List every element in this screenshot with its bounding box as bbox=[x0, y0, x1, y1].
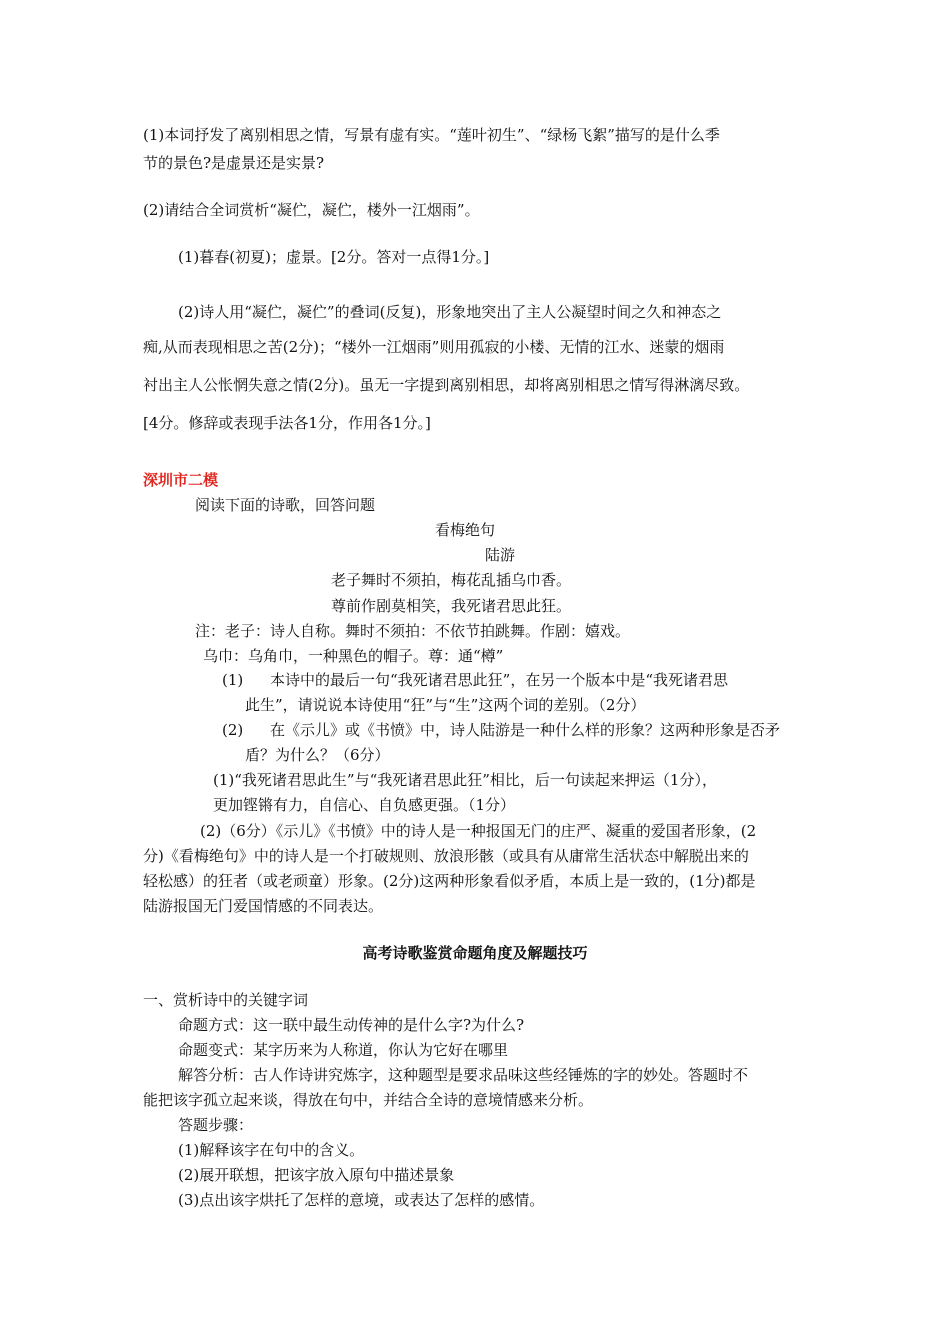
note-line-2: 乌巾：乌角巾，一种黑色的帽子。尊：通“樽” bbox=[203, 647, 504, 665]
answer-1: (1)暮春(初夏)；虚景。[2分。答对一点得1分。] bbox=[178, 248, 490, 266]
note-line-1: 注：老子：诗人自称。舞时不须拍：不依节拍跳舞。作剧：嬉戏。 bbox=[195, 622, 631, 640]
answer-1-line-2: 更加铿锵有力，自信心、自负感更强。（1分） bbox=[213, 796, 516, 814]
answer-2-line-4: 陆游报国无门爱国情感的不同表达。 bbox=[143, 897, 384, 915]
answer-2-line-1: (2)诗人用“凝伫，凝伫”的叠词(反复)，形象地突出了主人公凝望时间之久和神态之 bbox=[178, 303, 722, 321]
answer-2-line-3: 轻松感）的狂者（或老顽童）形象。(2分)这两种形象看似矛盾，本质上是一致的，(1分)都是 bbox=[143, 872, 756, 890]
answer-2-line-2: 分)《看梅绝句》中的诗人是一个打破规则、放浪形骸（或具有从庸常生活状态中解脱出来的 bbox=[143, 847, 749, 865]
reading-intro: 阅读下面的诗歌，回答问题 bbox=[195, 496, 376, 514]
step-3: (3)点出该字烘托了怎样的意境，或表达了怎样的感情。 bbox=[178, 1191, 545, 1209]
section-heading-shenzhen: 深圳市二模 bbox=[143, 471, 219, 489]
step-1: (1)解释该字在句中的含义。 bbox=[178, 1141, 365, 1159]
question-1-number: (1) bbox=[222, 671, 244, 689]
question-2-number: (2) bbox=[222, 721, 244, 739]
poem-author: 陆游 bbox=[484, 546, 515, 564]
question-1-line-1: (1)本词抒发了离别相思之情，写景有虚有实。“莲叶初生”、“绿杨飞絮”描写的是什么季 bbox=[143, 126, 720, 144]
poem-line-2: 尊前作剧莫相笑，我死诸君思此狂。 bbox=[331, 597, 572, 615]
answer-2-line-3: 衬出主人公怅惘失意之情(2分)。虽无一字提到离别相思，却将离别相思之情写得淋漓尽致。 bbox=[143, 376, 750, 394]
poem-title: 看梅绝句 bbox=[434, 521, 495, 539]
method-line: 命题方式：这一联中最生动传神的是什么字?为什么? bbox=[178, 1016, 525, 1034]
analysis-line-2: 能把该字孤立起来谈，得放在句中，并结合全诗的意境情感来分析。 bbox=[143, 1091, 594, 1109]
poem-line-1: 老子舞时不须拍，梅花乱插乌巾香。 bbox=[331, 571, 572, 589]
analysis-line-1: 解答分析：古人作诗讲究炼字，这种题型是要求品味这些经锤炼的字的妙处。答题时不 bbox=[178, 1066, 749, 1084]
variant-line: 命题变式：某字历来为人称道，你认为它好在哪里 bbox=[178, 1041, 509, 1059]
answer-1-line-1: (1)“我死诸君思此生”与“我死诸君思此狂”相比，后一句读起来押运（1分）， bbox=[213, 771, 717, 789]
steps-label: 答题步骤： bbox=[178, 1116, 254, 1134]
step-2: (2)展开联想，把该字放入原句中描述景象 bbox=[178, 1166, 455, 1184]
answer-2-line-1: (2)（6分）《示儿》《书愤》中的诗人是一种报国无门的庄严、凝重的爱国者形象，(2 bbox=[200, 822, 757, 840]
question-1-text-line-1: 本诗中的最后一句“我死诸君思此狂”，在另一个版本中是“我死诸君思 bbox=[270, 671, 729, 689]
answer-2-line-2: 痴,从而表现相思之苦(2分)；“楼外一江烟雨”则用孤寂的小楼、无情的江水、迷蒙的烟雨 bbox=[143, 338, 725, 356]
question-2-text-line-2: 盾？为什么？（6分） bbox=[245, 746, 390, 764]
question-1-line-2: 节的景色?是虚景还是实景? bbox=[143, 154, 325, 172]
page-title: 高考诗歌鉴赏命题角度及解题技巧 bbox=[362, 944, 588, 962]
question-2-text-line-1: 在《示儿》或《书愤》中，诗人陆游是一种什么样的形象？这两种形象是否矛 bbox=[270, 721, 781, 739]
answer-2-line-4: [4分。修辞或表现手法各1分，作用各1分。] bbox=[143, 414, 431, 432]
question-1-text-line-2: 此生”，请说说本诗使用“狂”与“生”这两个词的差别。（2分） bbox=[245, 696, 646, 714]
section-title: 一、赏析诗中的关键字词 bbox=[143, 991, 309, 1009]
question-2: (2)请结合全词赏析“凝伫，凝伫，楼外一江烟雨”。 bbox=[143, 201, 480, 219]
